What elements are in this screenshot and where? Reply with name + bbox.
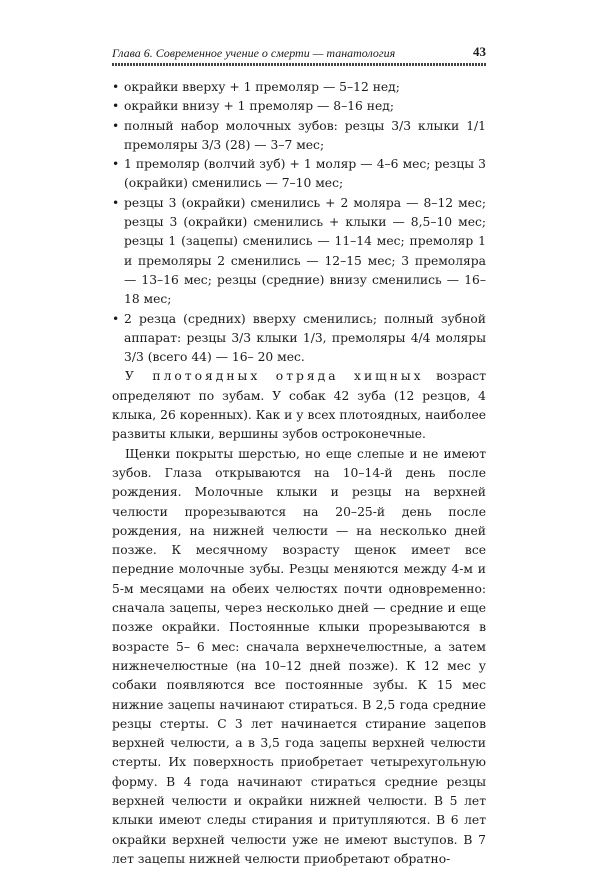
page-body [112, 78, 486, 869]
paragraph-puppies: Щенки покрыты шерстью, но еще слепые и не имеют зубов. Глаза открываются на 10–14-й день после рождения. Молочные клыки и резцы на верхней челюсти прорезываются на 20–25-й день после рождения, на нижней челюсти — на несколько дней позже. К месячному возрасту щенок имеет все передние молочные зубы. Резцы меняются между 4-м и 5-м месяцами на обеих челюстях почти одновременно: сначала зацепы, через несколько дней — средние и еще позже окрайки. Постоянные клыки прорезываются в возрасте 5– 6 мес: сначала верхнечелюстные, а затем нижнечелюстные (на 10–12 дней позже). К 12 мес у собаки появляются все постоянные зубы. К 15 мес нижние зацепы начинают стираться. В 2,5 года средние резцы стерты. С 3 лет начинается стирание зацепов верхней челюсти, а в 3,5 года зацепы верхней челюсти стерты. Их поверхность приобретает четырехугольную форму. В 4 года начинают стираться средние резцы верхней челюсти и окрайки нижней челюсти. В 5 лет клыки имеют следы стирания и притупляются. В 6 лет окрайки верхней челюсти уже не имеют выступов. В 7 лет зацепы нижней челюсти приобретают обратно- [112, 446, 486, 866]
spaced-term: У плотоядных отряда хищных [125, 369, 424, 384]
page-number: 43 [473, 44, 486, 59]
bullet-list [112, 78, 486, 367]
list-item: • 2 резца (средних) вверху сменились; полный зубной аппарат: резцы 3/3 клыки 1/3, премоляры 4/4 моляры 3/3 (всего 44) — 16– 20 мес. [112, 311, 486, 365]
list-item: • полный набор молочных зубов: резцы 3/3 клыки 1/1 премоляры 3/3 (28) — 3–7 мес; [112, 118, 486, 152]
bullet-icon: • [112, 80, 120, 94]
bullet-icon: • [112, 195, 120, 210]
running-header [112, 46, 486, 66]
list-item: • резцы 3 (окрайки) сменились + 2 моляра — 8–12 мес; резцы 3 (окрайки) сменились + клыки — 8,5–10 мес; резцы 1 (зацепы) сменились — 11–14 мес; премоляр 1 и премоляры 2 сменились — 12–15 мес; 3 премоляра — 13–16 мес; резцы (средние) внизу сменились — 16–18 мес; [112, 195, 486, 307]
list-item: • 1 премоляр (волчий зуб) + 1 моляр — 4–6 мес; резцы 3 (окрайки) сменились — 7–10 мес; [112, 157, 486, 191]
list-item: • окрайки вверху + 1 премоляр — 5–12 нед; [112, 78, 486, 97]
bullet-icon: • [112, 157, 120, 172]
bullet-icon: • [112, 311, 120, 326]
paragraph-carnivores: У плотоядных отряда хищных возраст определяют по зубам. У собак 42 зуба (12 резцов, 4 клыка, 26 коренных). Как и у всех плотоядных, наиболее развиты клыки, вершины зубов остроконечные. [112, 369, 486, 442]
chapter-title: Глава 6. Современное учение о смерти — танатология [112, 46, 396, 60]
bullet-icon: • [112, 118, 120, 133]
header-rule [112, 63, 486, 66]
list-item: • окрайки внизу + 1 премоляр — 8–16 нед; [112, 97, 486, 116]
bullet-icon: • [112, 99, 120, 114]
